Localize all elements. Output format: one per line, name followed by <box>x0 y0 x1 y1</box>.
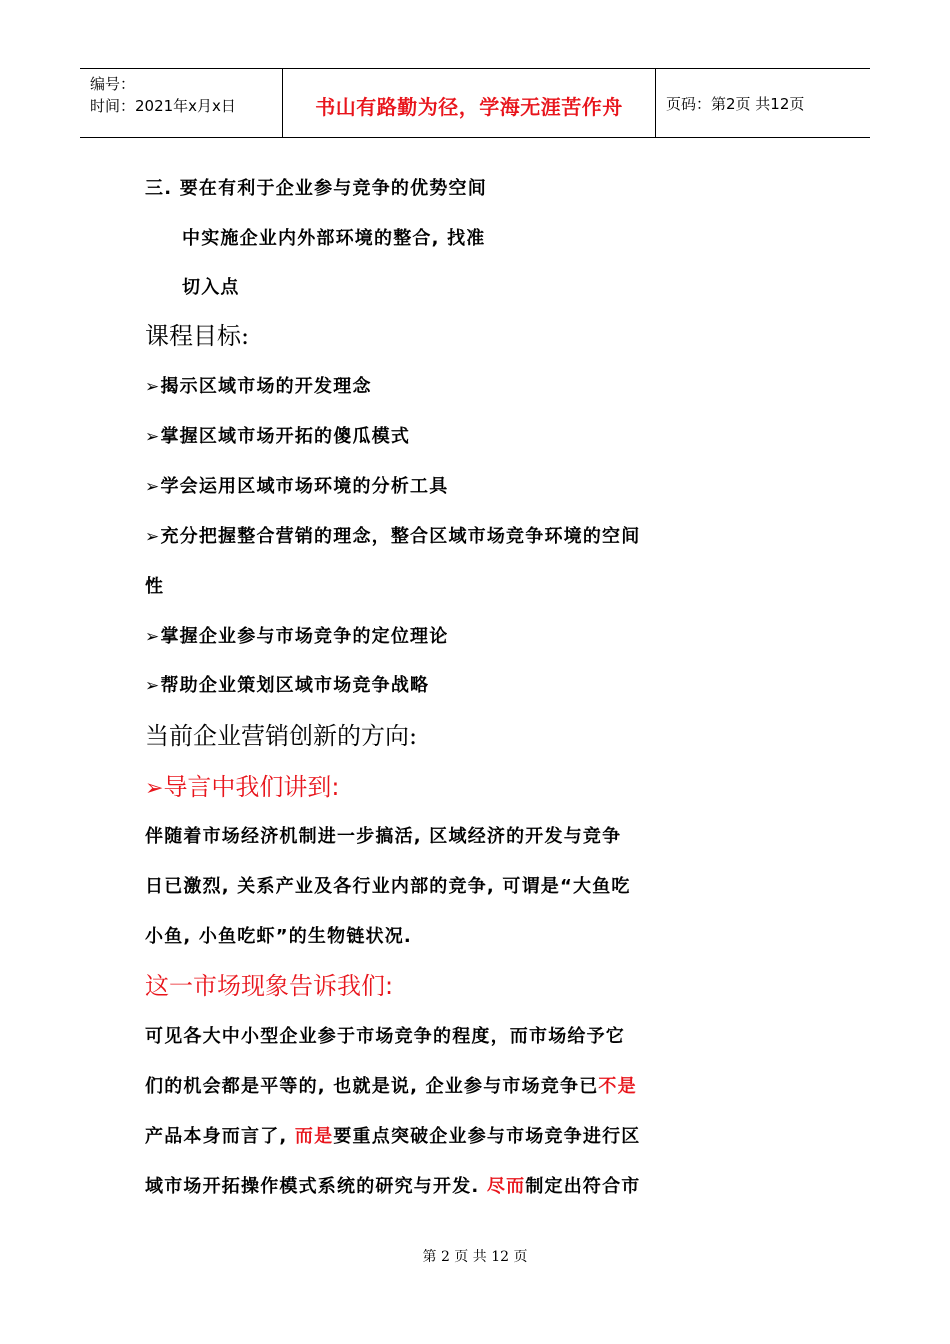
doc-time-label: 时间：2021年x月x日 <box>90 97 236 115</box>
highlight-text: 尽而 <box>486 1176 526 1197</box>
goal-item-text: 学会运用区域市场环境的分析工具 <box>160 476 449 497</box>
arrow-bullet-icon: ➢ <box>145 377 161 397</box>
goal-item-continuation: 性 <box>145 576 165 597</box>
page-header <box>80 68 870 138</box>
goals-heading: 课程目标: <box>145 322 250 350</box>
paragraph-text: 制定出符合市 <box>525 1176 641 1197</box>
goal-item-text: 揭示区域市场的开发理念 <box>160 376 372 397</box>
goal-item <box>145 671 429 697</box>
header-motto: 书山有路勤为径，学海无涯苦作舟 <box>315 95 623 119</box>
goal-item-text: 帮助企业策划区域市场竞争战略 <box>160 675 430 696</box>
intro-subheading-text: 导言中我们讲到: <box>163 773 340 801</box>
paragraph-text: 域市场开拓操作模式系统的研究与开发. <box>145 1176 487 1197</box>
paragraph-line: 可见各大中小型企业参于市场竞争的程度，而市场给予它 <box>145 1026 625 1047</box>
page-footer: 第 2 页 共 12 页 <box>422 1249 528 1265</box>
goal-item <box>145 472 448 498</box>
paragraph-line: 日已激烈, 关系产业及各行业内部的竞争, 可谓是“大鱼吃 <box>145 876 631 897</box>
header-page-label: 页码：第2页 共12页 <box>666 95 805 113</box>
paragraph-text: 产品本身而言了, <box>145 1126 295 1147</box>
arrow-bullet-icon: ➢ <box>145 527 161 547</box>
arrow-bullet-icon: ➢ <box>145 427 161 447</box>
goal-item-text: 掌握区域市场开拓的傻瓜模式 <box>160 426 411 447</box>
header-meta-cell <box>80 69 282 137</box>
goal-item <box>145 372 372 398</box>
goal-item <box>145 422 410 448</box>
phenomenon-heading: 这一市场现象告诉我们: <box>145 972 394 1000</box>
goal-item <box>145 522 640 548</box>
paragraph-text: 们的机会都是平等的, 也就是说, 企业参与市场竞争已 <box>145 1076 599 1097</box>
section-title-line1: 三. 要在有利于企业参与竞争的优势空间 <box>145 178 487 199</box>
section-title-line2: 中实施企业内外部环境的整合, 找准 <box>182 228 486 249</box>
arrow-bullet-icon: ➢ <box>145 776 164 801</box>
arrow-bullet-icon: ➢ <box>145 676 161 696</box>
goal-item-text: 充分把握整合营销的理念，整合区域市场竞争环境的空间 <box>160 526 641 547</box>
doc-number-label: 编号： <box>90 75 136 93</box>
highlight-text: 而是 <box>294 1126 334 1147</box>
direction-heading: 当前企业营销创新的方向: <box>145 722 418 750</box>
highlight-text: 不是 <box>598 1076 637 1097</box>
paragraph-line <box>145 1072 637 1098</box>
paragraph-line <box>145 1122 641 1148</box>
goal-item-text: 掌握企业参与市场竞争的定位理论 <box>160 626 449 647</box>
paragraph-text: 要重点突破企业参与市场竞争进行区 <box>333 1126 641 1147</box>
goal-item <box>145 622 448 648</box>
paragraph-line <box>145 1172 641 1198</box>
arrow-bullet-icon: ➢ <box>145 477 161 497</box>
paragraph-line: 伴随着市场经济机制进一步搞活, 区域经济的开发与竞争 <box>145 826 622 847</box>
intro-subheading <box>145 767 340 802</box>
header-motto-cell <box>282 69 656 137</box>
arrow-bullet-icon: ➢ <box>145 627 161 647</box>
paragraph-line: 小鱼, 小鱼吃虾”的生物链状况. <box>145 926 412 947</box>
header-page-cell <box>656 69 870 137</box>
section-title-line3: 切入点 <box>182 277 240 298</box>
